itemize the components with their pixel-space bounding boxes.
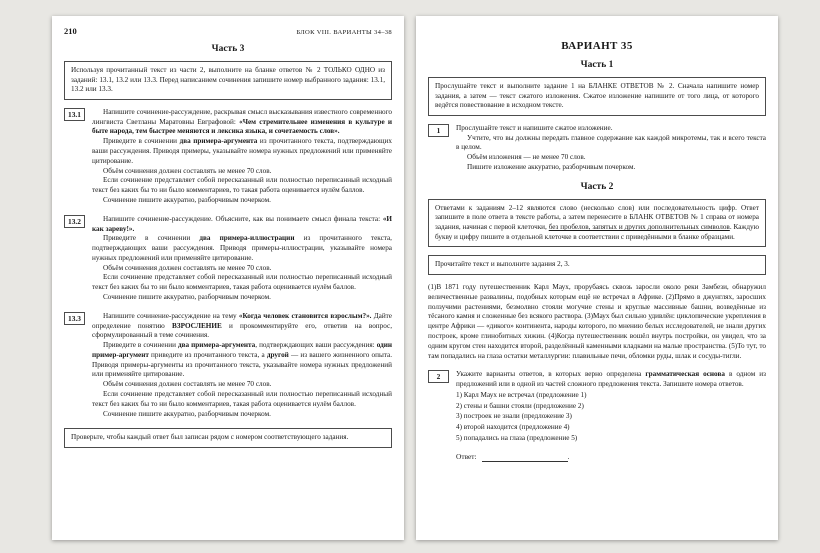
- task-text: из прочитанного текста, подтверждающих ваши рассуждения. Приводя примеры, указывайте номера нужных предложений или применяйте цитирование.: [92, 137, 392, 165]
- part-3-instruction-box: Используя прочитанный текст из части 2, выполните на бланке ответов № 2 ТОЛЬКО ОДНО из заданий: 13.1, 13.2 или 13.3. Перед написанием сочинения запишите номер выбранного задания: 13.1, 13.2 или 13.3.: [64, 61, 392, 100]
- task-2: [428, 370, 766, 462]
- reading-passage: (1)В 1871 году путешественник Карл Маух, прорубаясь сквозь заросли около реки Замбези, обнаружил величественные развалины, подобных которым ещё не встречал в Африке. (2)Прямо в джунглях, заросших ползучими растениями, безмолвно стояли могучие стены и круглые массивные башни, возведённые из тёсаного камня и сложенные без всякого раствора. (3)Маух был сильно удивлён: циклопические укрепления в центре Африки — «дикого» континента, народы которого, по мнению белых исследователей, не знали других построек, кроме глинобитных хижин. (4)Когда путешественник вошёл внутрь постройки, он увидел, что за одним кругом стен находится второй, разделённый каменными кладками на малые пространства. (5)То тут, то там попадались на глаза остатки металлургии: плавильные печи, обломки руды, шлак и сосуды-тигли.: [428, 283, 766, 360]
- task-text: Укажите варианты ответов, в которых верно определена: [456, 370, 646, 379]
- answer-blank: [482, 453, 568, 462]
- part-1-instruction-box: Прослушайте текст и выполните задание 1 на БЛАНКЕ ОТВЕТОВ № 2. Сначала напишите номер задания, а затем — текст сжатого изложения. Сжатое изложение напишите от того лица, от которого ведётся повествование в исходном тексте.: [428, 77, 766, 116]
- task-13-1-paragraph-3: Объём сочинения должен составлять не менее 70 слов.: [103, 166, 272, 175]
- task-13-2-paragraph-5: Сочинение пишите аккуратно, разборчивым почерком.: [103, 292, 271, 301]
- task-text: , подтверждающих ваши рассуждения:: [255, 341, 377, 350]
- right-page: [416, 16, 778, 540]
- answer-label: Ответ:: [456, 451, 477, 461]
- variant-title: ВАРИАНТ 35: [561, 40, 633, 52]
- running-header: БЛОК VIII. ВАРИАНТЫ 34–38: [296, 29, 392, 36]
- task-1-paragraph-4: Пишите изложение аккуратно, разборчивым почерком.: [467, 163, 636, 172]
- task-13-1: [64, 108, 392, 206]
- part-2-title: Часть 2: [580, 181, 614, 192]
- task-13-3-number-badge: 13.3: [64, 312, 85, 325]
- task-13-2-paragraph-2: [92, 234, 392, 263]
- answer-option-1: 1) Карл Маух не встречал (предложение 1): [456, 390, 587, 399]
- check-answers-box: Проверьте, чтобы каждый ответ был записан рядом с номером соответствующего задания.: [64, 428, 392, 448]
- task-13-1-paragraph-4: Если сочинение представляет собой пересказанный или полностью переписанный исходный текст без каких бы то ни было комментариев, то такая работа оценивается нулём баллов.: [92, 176, 392, 195]
- answer-option-4: 4) второй находится (предложение 4): [456, 423, 570, 432]
- task-1-body: [456, 124, 766, 173]
- answer-suffix: .: [567, 451, 570, 461]
- part-3-title: Часть 3: [211, 44, 245, 54]
- task-text: и прокомментируйте его, ответив на вопрос, сформулированный в теме сочинения.: [92, 321, 392, 340]
- task-text: Дайте определение понятию: [92, 311, 392, 330]
- task-text: — из вашего жизненного опыта. Приводя примеры-аргументы из прочитанного текста, указывайте номера нужных предложений или применяйте цитирование.: [92, 350, 393, 379]
- task-text: из прочитанного текста, подтверждающих ваши рассуждения. Приводя примеры-иллюстрации, указывайте номера нужных предложений или применяйте цитирование.: [92, 234, 392, 262]
- task-13-3-paragraph-5: Сочинение пишите аккуратно, разборчивым почерком.: [103, 409, 271, 418]
- topic-bold: «Когда человек становится взрослым?».: [238, 311, 372, 320]
- task-13-2-paragraph-1: [92, 215, 392, 235]
- task-13-3-paragraph-2: [92, 341, 392, 380]
- part-2-instruction-box: [428, 199, 766, 248]
- answer-option-3: 3) построек не знали (предложение 3): [456, 412, 572, 421]
- task-text: Приведите в сочинении: [103, 341, 178, 350]
- task-13-3-paragraph-3: Объём сочинения должен составлять не менее 70 слов.: [103, 380, 272, 389]
- quote-bold: «Чем стремительнее изменения в культуре и быте народа, тем быстрее меняются и лексика языка, и сочетаемость слов».: [92, 117, 392, 136]
- instruction-text: . Каждую букву и цифру пишите в отдельной клеточке в соответствии с приведёнными в бланке образцами.: [435, 223, 759, 241]
- task-13-1-paragraph-1: [92, 108, 392, 137]
- task-13-2: [64, 215, 392, 303]
- answer-option-2: 2) стены и башни стояли (предложение 2): [456, 401, 584, 410]
- task-1: [428, 124, 766, 173]
- task-text: Напишите сочинение-рассуждение, раскрывая смысл высказывания известного современного лингвиста Светланы Маратовны Евграфовой:: [92, 107, 392, 126]
- task-2-question: [456, 370, 766, 390]
- task-1-paragraph-1: Прослушайте текст и напишите сжатое изложение.: [456, 123, 613, 132]
- task-1-paragraph-2: Учтите, что вы должны передать главное содержание как каждой микротемы, так и всего текста в целом.: [456, 133, 766, 152]
- task-13-2-paragraph-4: Если сочинение представляет собой пересказанный или полностью переписанный исходный текст без каких бы то ни было комментариев, такая работа оценивается нулём баллов.: [92, 273, 392, 292]
- task-13-3-body: [92, 312, 392, 420]
- task-1-paragraph-3: Объём изложения — не менее 70 слов.: [467, 153, 586, 162]
- task-13-3-paragraph-4: Если сочинение представляет собой пересказанный или полностью переписанный исходный текст без каких бы то ни было комментариев, такая работа оценивается нулём баллов.: [92, 390, 392, 408]
- task-13-1-body: [92, 108, 392, 206]
- left-page-header: [64, 26, 392, 36]
- task-13-2-number-badge: 13.2: [64, 215, 85, 228]
- task-1-number-badge: 1: [428, 124, 449, 137]
- task-13-3: [64, 312, 392, 420]
- left-page: [52, 16, 404, 540]
- answer-option-5: 5) попадались на глаза (предложение 5): [456, 433, 578, 442]
- task-13-1-paragraph-2: [92, 137, 392, 166]
- emphasis-bold: один пример-аргумент: [92, 341, 392, 359]
- term-bold: грамматическая основа: [645, 370, 725, 379]
- task-2-body: [456, 370, 766, 462]
- part-1-title: Часть 1: [580, 60, 614, 70]
- task-13-3-paragraph-1: [92, 312, 392, 341]
- underlined-rule-text: без пробелов, запятых и других дополнительных символов: [548, 223, 730, 232]
- answer-row: [456, 452, 766, 462]
- task-text: Приведите в сочинении: [103, 137, 180, 146]
- page-number: 210: [64, 26, 77, 36]
- quote-bold: «И как зареву!».: [92, 214, 392, 233]
- task-text: Напишите сочинение-рассуждение на тему: [103, 311, 239, 320]
- emphasis-bold: два примера-аргумента: [177, 341, 256, 350]
- task-text: Приведите в сочинении: [103, 234, 200, 243]
- emphasis-bold: два примера-иллюстрации: [199, 234, 295, 243]
- emphasis-bold: другой: [266, 350, 289, 359]
- emphasis-bold: два примера-аргумента: [179, 137, 258, 146]
- term-bold: ВЗРОСЛЕНИЕ: [172, 321, 222, 330]
- task-2-number-badge: 2: [428, 370, 449, 383]
- task-13-1-number-badge: 13.1: [64, 108, 85, 121]
- instruction-text: Ответами к заданиям 2–12 являются слово (несколько слов) или последовательность цифр. Ответ запишите в поле ответа в тексте работы, а затем перенесите в БЛАНК ОТВЕТОВ № 1 справа от номера задания, начиная с первой клеточки,: [435, 203, 759, 232]
- task-13-2-paragraph-3: Объём сочинения должен составлять не менее 70 слов.: [103, 263, 272, 272]
- answer-options: [456, 391, 766, 444]
- task-13-1-paragraph-5: Сочинение пишите аккуратно, разборчивым почерком.: [103, 195, 271, 204]
- task-text: в одном из предложений или в одной из частей сложного предложения текста. Запишите номера ответов.: [456, 370, 766, 389]
- task-13-2-body: [92, 215, 392, 303]
- task-text: Напишите сочинение-рассуждение. Объясните, как вы понимаете смысл финала текста:: [103, 214, 383, 223]
- task-text: приведите из прочитанного текста, а: [148, 350, 267, 359]
- reading-instruction-box: Прочитайте текст и выполните задания 2, 3.: [428, 255, 766, 275]
